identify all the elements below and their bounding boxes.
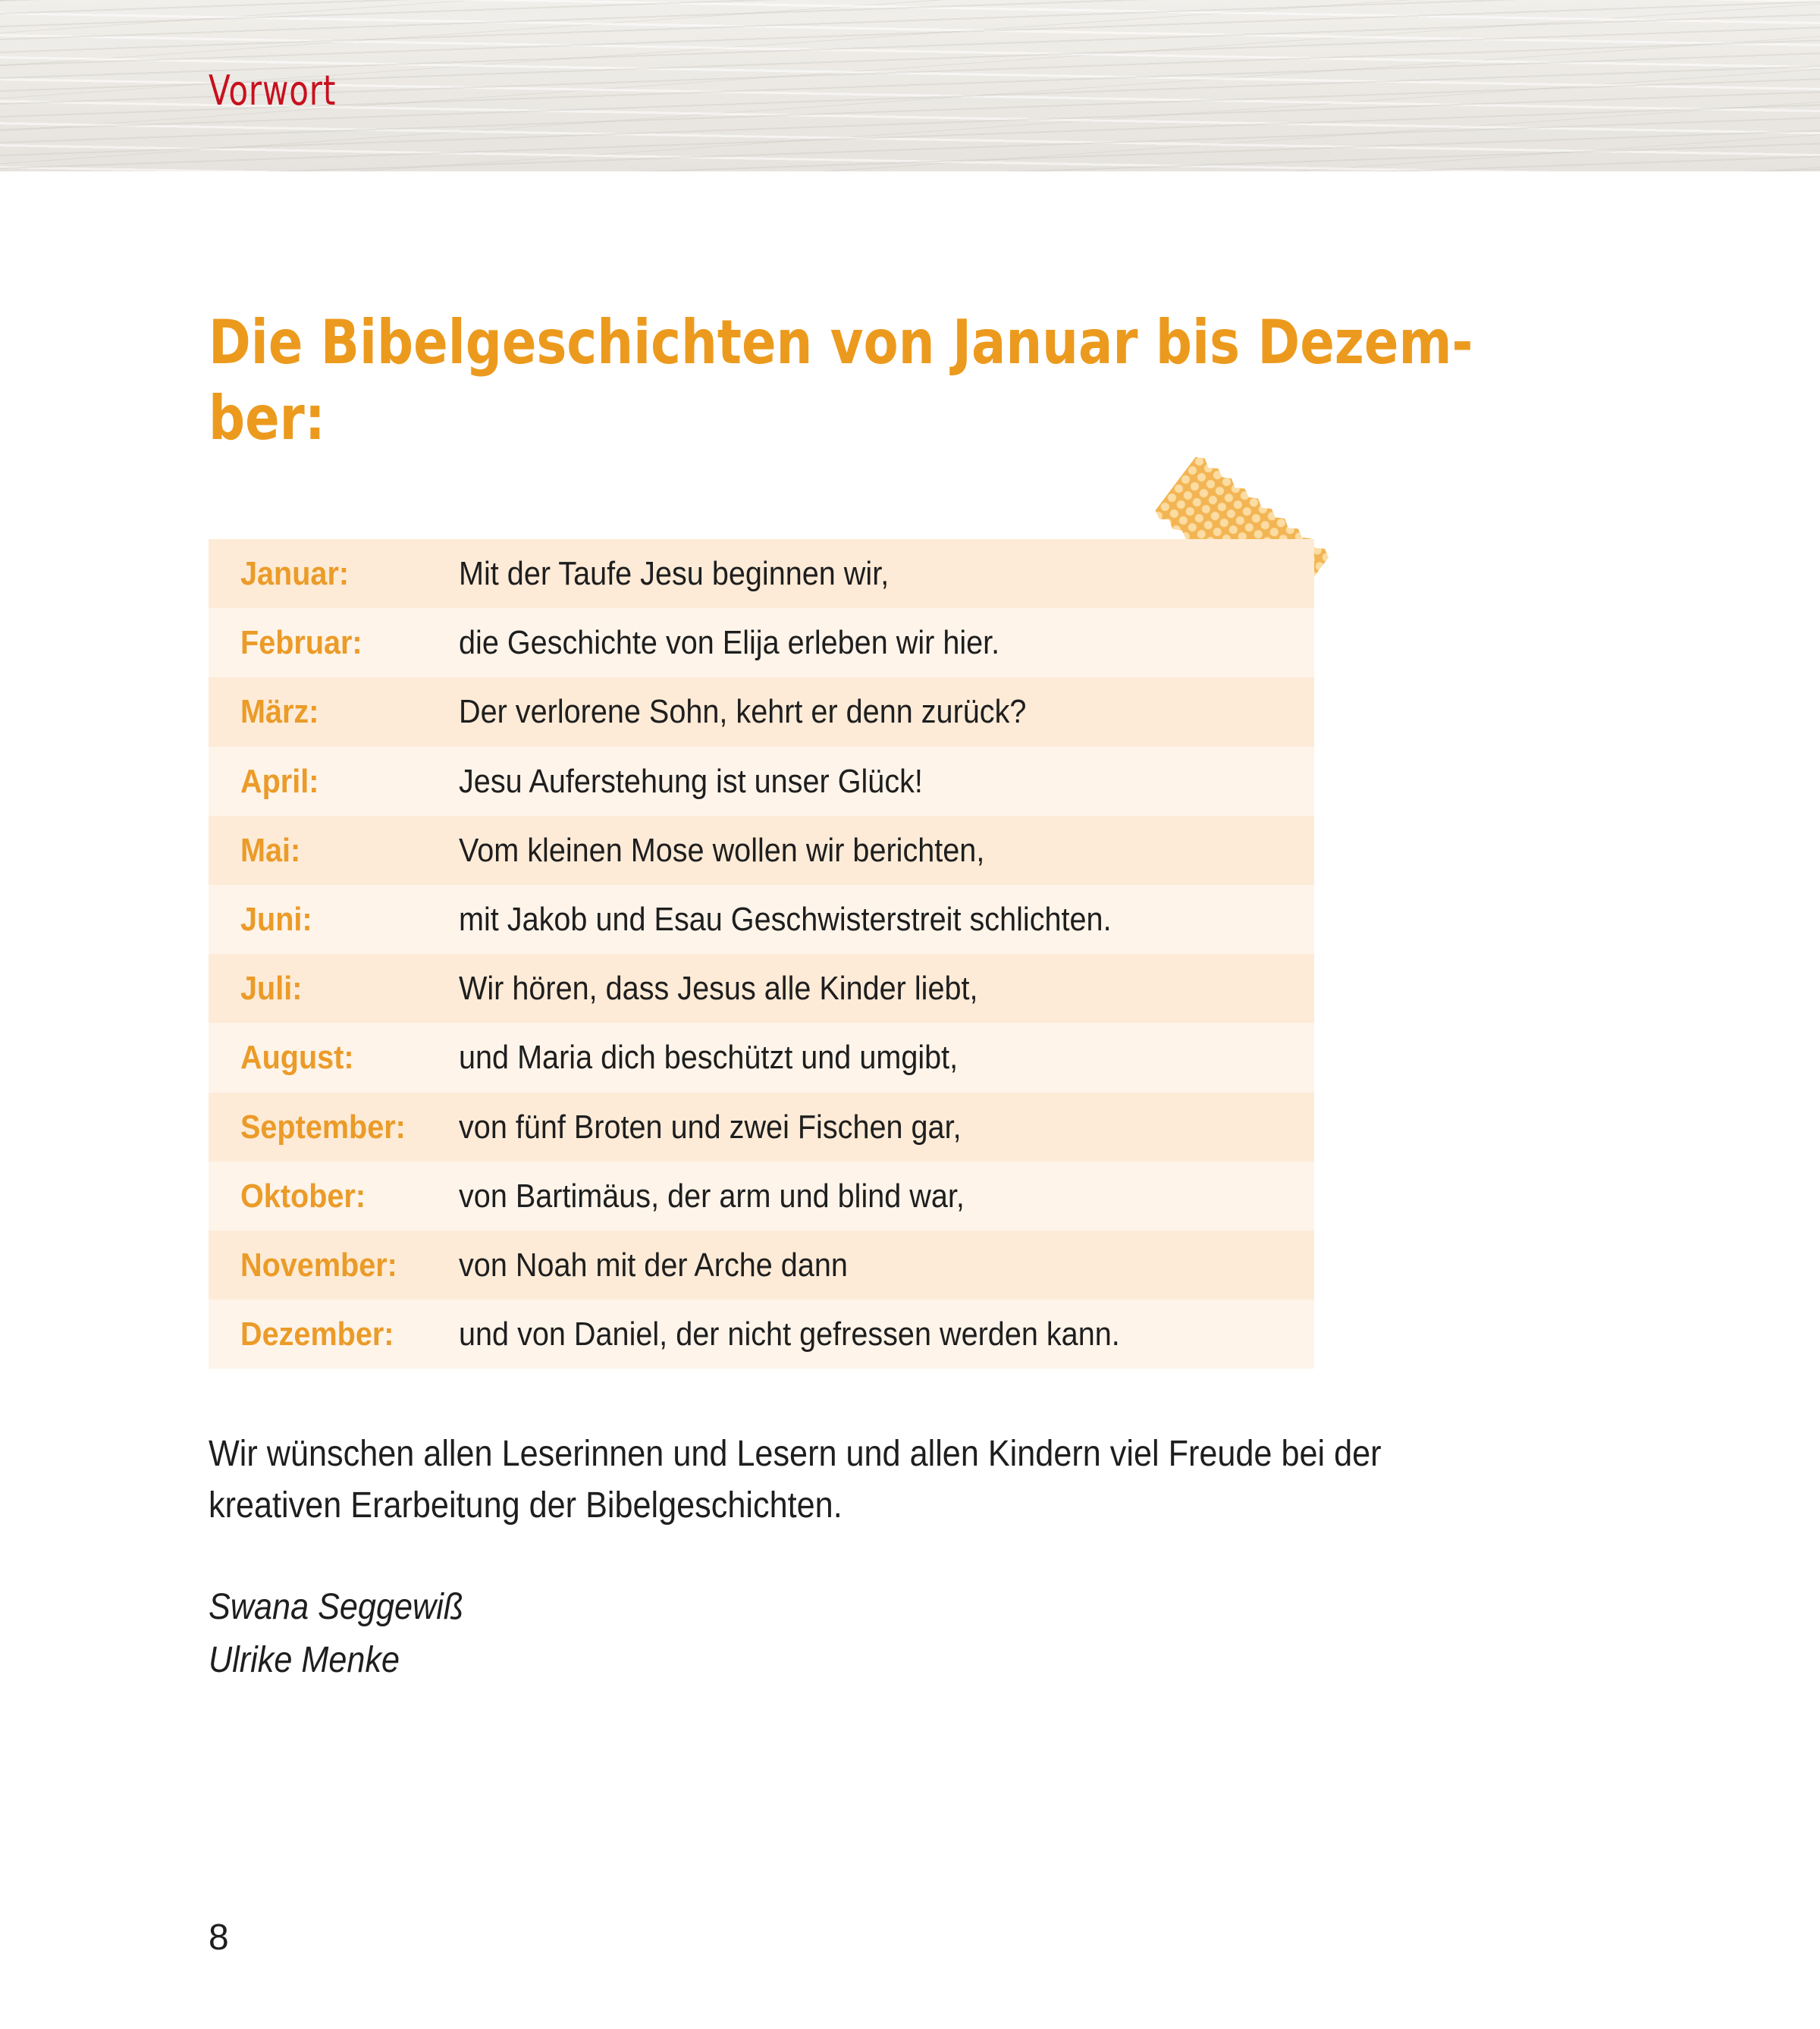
heading-line-1: Die Bibelgeschichten von Januar bis Dezem- xyxy=(209,307,1473,378)
month-table xyxy=(209,539,1314,1369)
month-label: Dezember: xyxy=(240,1316,394,1353)
month-label: November: xyxy=(240,1246,397,1284)
author-name: Ulrike Menke xyxy=(209,1640,400,1680)
page-number: 8 xyxy=(209,1918,229,1958)
month-verse: Jesu Auferstehung ist unser Glück! xyxy=(459,762,923,800)
table-row xyxy=(209,954,1314,1023)
month-label: Februar: xyxy=(240,624,362,662)
month-label: Mai: xyxy=(240,831,301,869)
month-verse: und von Daniel, der nicht gefressen werden kann. xyxy=(459,1316,1120,1353)
table-row xyxy=(209,1300,1314,1369)
month-label: Oktober: xyxy=(240,1177,366,1215)
heading-line-2: ber: xyxy=(209,383,325,453)
month-verse: die Geschichte von Elija erleben wir hier. xyxy=(459,624,1000,662)
month-label: August: xyxy=(240,1039,354,1077)
month-verse: von Noah mit der Arche dann xyxy=(459,1246,848,1284)
month-label: Juli: xyxy=(240,970,303,1008)
table-row xyxy=(209,539,1314,608)
month-verse: und Maria dich beschützt und umgibt, xyxy=(459,1039,959,1077)
closing-line-2: kreativen Erarbeitung der Bibelgeschichten. xyxy=(209,1485,843,1526)
table-row xyxy=(209,677,1314,746)
table-row xyxy=(209,1162,1314,1231)
table-row xyxy=(209,1093,1314,1162)
month-label: Januar: xyxy=(240,555,350,592)
table-row xyxy=(209,816,1314,885)
table-row xyxy=(209,885,1314,954)
month-verse: von Bartimäus, der arm und blind war, xyxy=(459,1177,965,1215)
page-heading xyxy=(209,305,1473,456)
closing-paragraph xyxy=(209,1428,1608,1532)
table-row xyxy=(209,747,1314,816)
month-label: Juni: xyxy=(240,900,312,938)
wood-header-band xyxy=(0,0,1820,171)
section-label: Vorwort xyxy=(209,67,337,114)
month-verse: Vom kleinen Mose wollen wir berichten, xyxy=(459,831,985,869)
table-row xyxy=(209,1231,1314,1300)
month-label: März: xyxy=(240,693,319,731)
table-row xyxy=(209,1023,1314,1092)
table-row xyxy=(209,608,1314,677)
month-label: April: xyxy=(240,762,319,800)
month-verse: Wir hören, dass Jesus alle Kinder liebt, xyxy=(459,970,978,1008)
author-name: Swana Seggewiß xyxy=(209,1587,464,1627)
month-label: September: xyxy=(240,1108,406,1146)
month-verse: von fünf Broten und zwei Fischen gar, xyxy=(459,1108,962,1146)
closing-line-1: Wir wünschen allen Leserinnen und Lesern und allen Kindern viel Freude bei der xyxy=(209,1434,1382,1474)
month-verse: Der verlorene Sohn, kehrt er denn zurück? xyxy=(459,693,1027,731)
month-verse: mit Jakob und Esau Geschwisterstreit schlichten. xyxy=(459,900,1112,938)
month-verse: Mit der Taufe Jesu beginnen wir, xyxy=(459,555,890,592)
